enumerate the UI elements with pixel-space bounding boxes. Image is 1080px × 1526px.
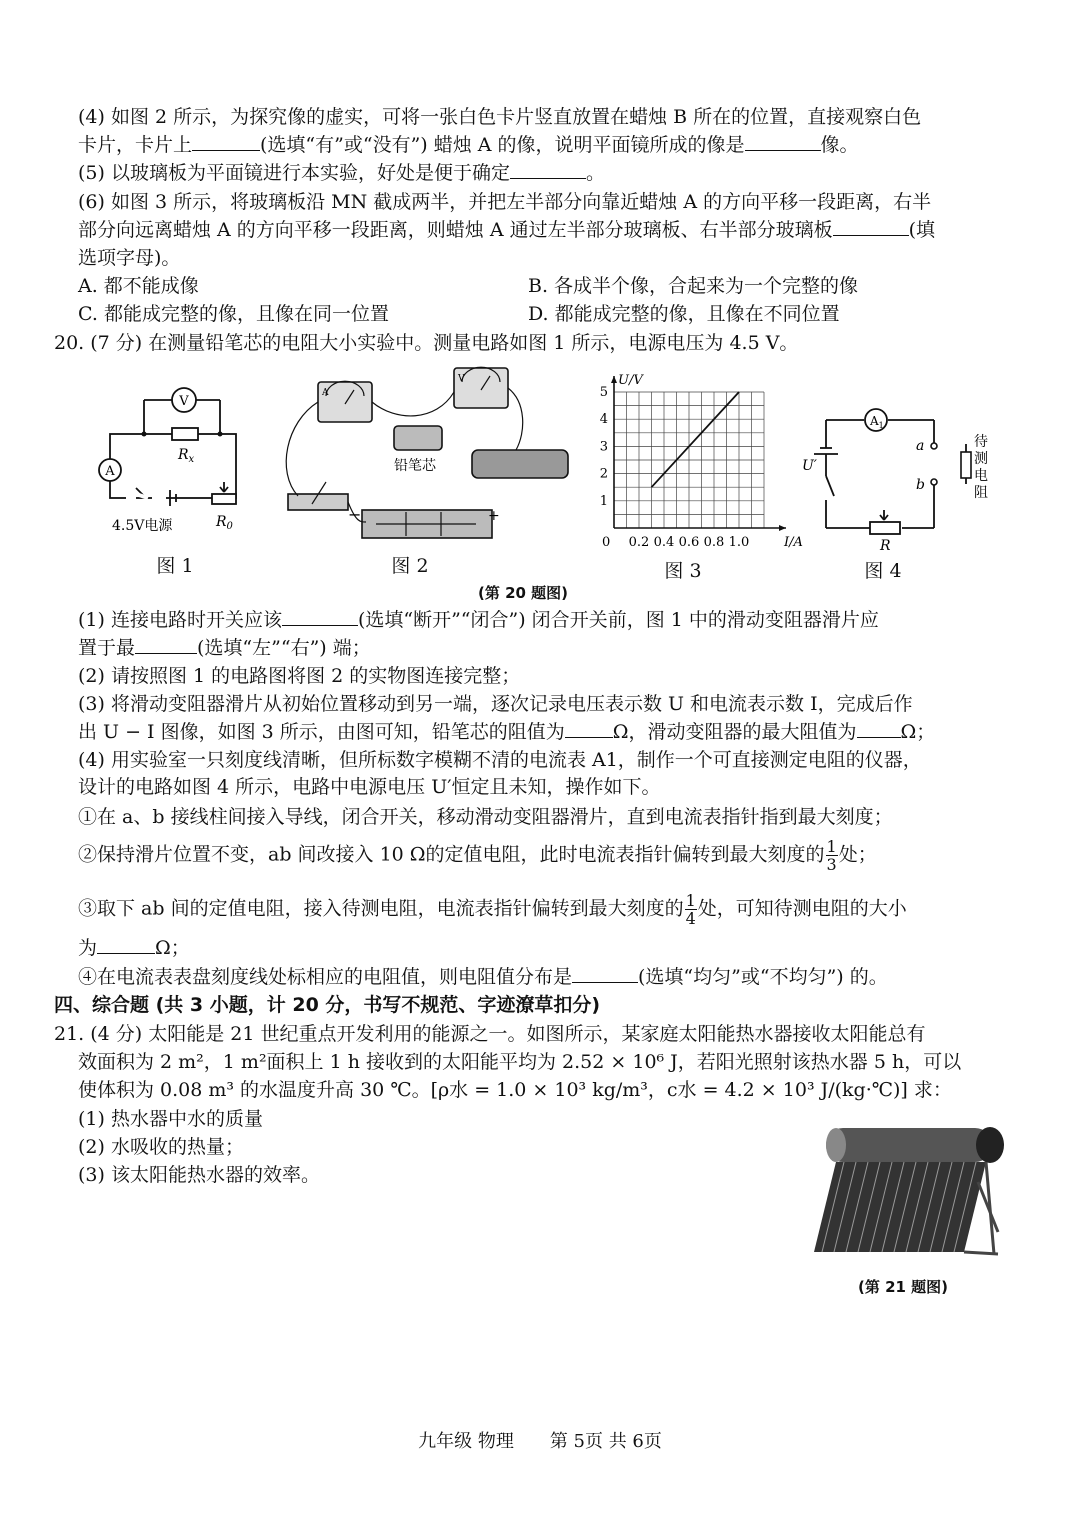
terminal-b-label: b xyxy=(916,477,925,493)
x-tick-label: 0.4 xyxy=(653,535,675,550)
answer-blank[interactable] xyxy=(572,964,638,983)
q20-step3-line2: 出 U − I 图像，如图 3 所示，由图可知，铅笔芯的阻值为 Ω，滑动变阻器的最大阻值为 Ω； xyxy=(78,721,936,743)
r0-label: $R_0$ xyxy=(216,514,233,532)
q19-part6-line2: 部分向远离蜡烛 A 的方向平移一段距离，则蜡烛 A 通过左半部分玻璃板、右半部分玻璃板 (填 xyxy=(78,219,936,241)
solar-water-heater-image xyxy=(808,1122,1008,1268)
q19-option-b: B. 各成半个像，合起来为一个完整的像 xyxy=(528,275,859,297)
voltmeter-symbol-label: V xyxy=(179,394,189,409)
figure-4-caption: 图 4 xyxy=(864,560,902,582)
figure-1-circuit xyxy=(92,384,272,534)
x-tick-label: 1.0 xyxy=(728,535,750,550)
rheostat-r-label: R xyxy=(880,538,891,554)
q19-part6-line3: 选项字母)。 xyxy=(78,247,181,269)
q20-title: 20. (7 分) 在测量铅笔芯的电阻大小实验中。测量电路如图 1 所示，电源电压为 4.5 V。 xyxy=(54,332,799,354)
answer-blank[interactable] xyxy=(745,132,821,151)
figure-3-caption: 图 3 xyxy=(664,560,702,582)
q20-step1-line2: 置于最 (选填“左”“右”) 端； xyxy=(78,637,371,659)
series-line-ui xyxy=(652,392,740,487)
y-axis-label: U/V xyxy=(618,373,643,388)
q20-step1-line1: (1) 连接电路时开关应该 (选填“断开”“闭合”) 闭合开关前，图 1 中的滑动变阻器滑片应 xyxy=(78,609,879,631)
q19-part4-line1: (4) 如图 2 所示，为探究像的虚实，可将一张白色卡片竖直放置在蜡烛 B 所在的位置，直接观察白色 xyxy=(78,106,922,128)
source-label: 4.5V电源 xyxy=(112,518,173,534)
q21-step2: (2) 水吸收的热量； xyxy=(78,1136,244,1158)
answer-blank[interactable] xyxy=(857,719,901,738)
q20-step3-line1: (3) 将滑动变阻器滑片从初始位置移动到另一端，逐次记录电压表示数 U 和电流表示数 I，完成后作 xyxy=(78,693,913,715)
q21-figure-caption: (第 21 题图) xyxy=(858,1278,949,1296)
q20-substep-1: ①在 a、b 接线柱间接入导线，闭合开关，移动滑动变阻器滑片，直到电流表指针指到最大刻度； xyxy=(78,806,893,828)
voltage-u-label: U′ xyxy=(802,458,817,474)
terminal-a-label: a xyxy=(916,438,925,454)
y-tick-label: 1 xyxy=(599,493,608,509)
figure-3-ui-chart xyxy=(592,370,803,554)
figure-2-caption: 图 2 xyxy=(391,555,429,577)
q19-part6-line1: (6) 如图 3 所示，将玻璃板沿 MN 截成两半，并把左半部分向靠近蜡烛 A 的方向平移一段距离，右半 xyxy=(78,191,932,213)
q20-step4-line1: (4) 用实验室一只刻度线清晰，但所标数字模糊不清的电流表 A1，制作一个可直接测定电阻的仪器， xyxy=(78,749,922,771)
answer-blank[interactable] xyxy=(282,607,358,626)
x-axis-arrow xyxy=(779,525,786,531)
q19-part5: (5) 以玻璃板为平面镜进行本实验，好处是便于确定 。 xyxy=(78,162,605,184)
q19-option-a: A. 都不能成像 xyxy=(78,275,199,297)
q21-step1: (1) 热水器中水的质量 xyxy=(78,1108,263,1130)
unknown-resistor-label: 待测电阻 xyxy=(974,434,988,501)
x-tick-label: 0 xyxy=(602,535,611,550)
q20-substep-2: ②保持滑片位置不变，ab 间改接入 10 Ω的定值电阻，此时电流表指针偏转到最大刻度的 $\frac{1}{3}$ 处； xyxy=(78,837,877,874)
ammeter-symbol-label: A xyxy=(105,464,115,479)
fraction-one-third: $\frac{1}{3}$ xyxy=(826,837,837,874)
answer-blank[interactable] xyxy=(135,635,197,654)
page-footer: 九年级 物理 第 5页 共 6页 xyxy=(418,1431,662,1452)
q21-line1: 21. (4 分) 太阳能是 21 世纪重点开发利用的能源之一。如图所示，某家庭太阳能热水器接收太阳能总有 xyxy=(54,1023,926,1045)
fraction-one-fourth: $\frac{1}{4}$ xyxy=(685,891,696,928)
battery-minus-label: − xyxy=(348,505,362,524)
answer-blank[interactable] xyxy=(97,935,155,954)
y-tick-label: 3 xyxy=(599,439,608,455)
battery-plus-label: + xyxy=(488,508,500,524)
answer-blank[interactable] xyxy=(510,160,586,179)
q20-substep-3: ③取下 ab 间的定值电阻，接入待测电阻，电流表指针偏转到最大刻度的 $\frac{1}{4}$ 处，可知待测电阻的大小 xyxy=(78,891,907,928)
q20-step2: (2) 请按照图 1 的电路图将图 2 的实物图连接完整； xyxy=(78,665,521,687)
figure-1-caption: 图 1 xyxy=(156,555,194,577)
x-tick-label: 0.8 xyxy=(703,535,725,550)
y-tick-label: 5 xyxy=(599,385,608,400)
pencil-lead-label: 铅笔芯 xyxy=(394,458,436,474)
q20-step4-line2: 设计的电路如图 4 所示，电路中电源电压 U′恒定且未知，操作如下。 xyxy=(78,776,661,798)
figure-2-apparatus xyxy=(276,362,596,544)
q20-substep-4: ④在电流表表盘刻度线处标相应的电阻值，则电阻值分布是 (选填“均匀”或“不均匀”) 的。 xyxy=(78,966,888,988)
x-tick-label: 0.2 xyxy=(628,535,650,550)
y-tick-label: 2 xyxy=(599,466,608,482)
answer-blank[interactable] xyxy=(833,217,909,236)
q21-step3: (3) 该太阳能热水器的效率。 xyxy=(78,1164,320,1186)
y-axis-arrow xyxy=(611,376,617,383)
q19-part4-line2: 卡片，卡片上 (选填“有”或“没有”) 蜡烛 A 的像，说明平面镜所成的像是 像。 xyxy=(78,134,859,156)
q21-line2: 效面积为 2 m²，1 m²面积上 1 h 接收到的太阳能平均为 2.52 × 10⁶ J，若阳光照射该热水器 5 h，可以 xyxy=(78,1051,962,1073)
answer-blank[interactable] xyxy=(565,719,613,738)
x-axis-label: I/A xyxy=(784,535,803,550)
rx-label: $R_x$ xyxy=(178,447,195,465)
q21-line3: 使体积为 0.08 m³ 的水温度升高 30 ℃。[ρ水 = 1.0 × 10³ kg/m³，c水 = 4.2 × 10³ J/(kg·℃)] 求： xyxy=(78,1079,952,1101)
x-tick-label: 0.6 xyxy=(678,535,700,550)
q20-figure-caption: (第 20 题图) xyxy=(478,584,569,602)
y-tick-label: 4 xyxy=(599,412,608,428)
q19-option-d: D. 都能成完整的像，且像在不同位置 xyxy=(528,303,840,325)
a1-label: $A_1$ xyxy=(870,414,884,430)
q19-option-c: C. 都能成完整的像，且像在同一位置 xyxy=(78,303,389,325)
q20-substep-3-line2: 为 Ω； xyxy=(78,937,190,959)
svg-text:A: A xyxy=(322,388,329,398)
section-4-heading: 四、综合题 (共 3 小题，计 20 分，书写不规范、字迹潦草扣分) xyxy=(54,994,601,1016)
answer-blank[interactable] xyxy=(192,132,260,151)
svg-text:V: V xyxy=(458,374,465,384)
figure-4-circuit xyxy=(796,396,996,552)
